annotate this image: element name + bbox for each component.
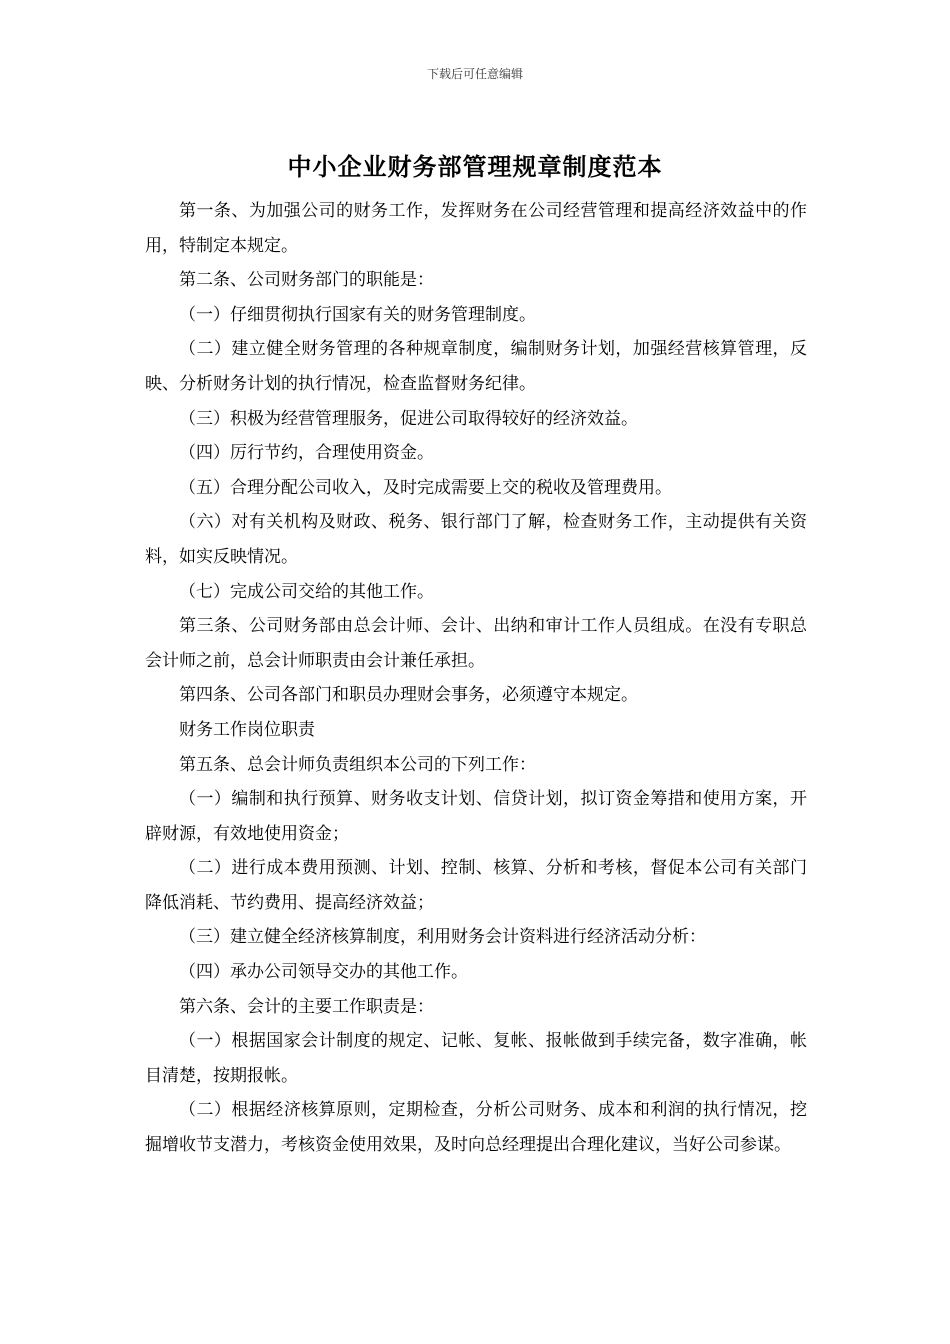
- paragraph-article-6: 第六条、会计的主要工作职责是：: [179, 996, 434, 1017]
- paragraph-item: （一）编制和执行预算、财务收支计划、信贷计划，拟订资金筹措和使用方案，开辟财源，有效地使用资金；: [145, 789, 807, 844]
- paragraph-article-2: 第二条、公司财务部门的职能是：: [179, 270, 434, 291]
- paragraph-item: （一）根据国家会计制度的规定、记帐、复帐、报帐做到手续完备，数字准确，帐目清楚，按期报帐。: [145, 1031, 807, 1086]
- paragraph-item: （三）积极为经营管理服务，促进公司取得较好的经济效益。: [179, 408, 638, 429]
- paragraph-item: （三）建立健全经济核算制度，利用财务会计资料进行经济活动分析：: [179, 927, 706, 948]
- paragraph-article-3: 第三条、公司财务部由总会计师、会计、出纳和审计工作人员组成。在没有专职总会计师之前，总会计师职责由会计兼任承担。: [145, 616, 807, 671]
- paragraph-item: （二）根据经济核算原则，定期检查，分析公司财务、成本和利润的执行情况，挖掘增收节支潜力，考核资金使用效果，及时向总经理提出合理化建议，当好公司参谋。: [145, 1100, 807, 1156]
- document-title: 中小企业财务部管理规章制度范本: [287, 152, 663, 181]
- paragraph-item: （六）对有关机构及财政、税务、银行部门了解，检查财务工作，主动提供有关资料，如实反映情况。: [145, 512, 807, 567]
- document-body: [145, 194, 807, 1163]
- section-heading: 财务工作岗位职责: [179, 719, 315, 740]
- paragraph-item: （二）建立健全财务管理的各种规章制度，编制财务计划，加强经营核算管理，反映、分析财务计划的执行情况，检查监督财务纪律。: [145, 339, 807, 394]
- paragraph-item: （四）承办公司领导交办的其他工作。: [179, 962, 468, 983]
- paragraph-article-4: 第四条、公司各部门和职员办理财会事务，必须遵守本规定。: [179, 685, 638, 706]
- paragraph-item: （七）完成公司交给的其他工作。: [179, 581, 434, 602]
- paragraph-item: （二）进行成本费用预测、计划、控制、核算、分析和考核，督促本公司有关部门降低消耗、节约费用、提高经济效益；: [145, 858, 807, 913]
- paragraph-item: （五）合理分配公司收入，及时完成需要上交的税收及管理费用。: [179, 477, 672, 498]
- header-note: 下载后可任意编辑: [426, 67, 523, 81]
- paragraph-item: （四）厉行节约，合理使用资金。: [179, 443, 434, 464]
- paragraph-item: （一）仔细贯彻执行国家有关的财务管理制度。: [179, 304, 536, 325]
- paragraph-article-5: 第五条、总会计师负责组织本公司的下列工作：: [179, 754, 536, 775]
- paragraph-article-1: 第一条、为加强公司的财务工作，发挥财务在公司经营管理和提高经济效益中的作用，特制定本规定。: [145, 201, 807, 256]
